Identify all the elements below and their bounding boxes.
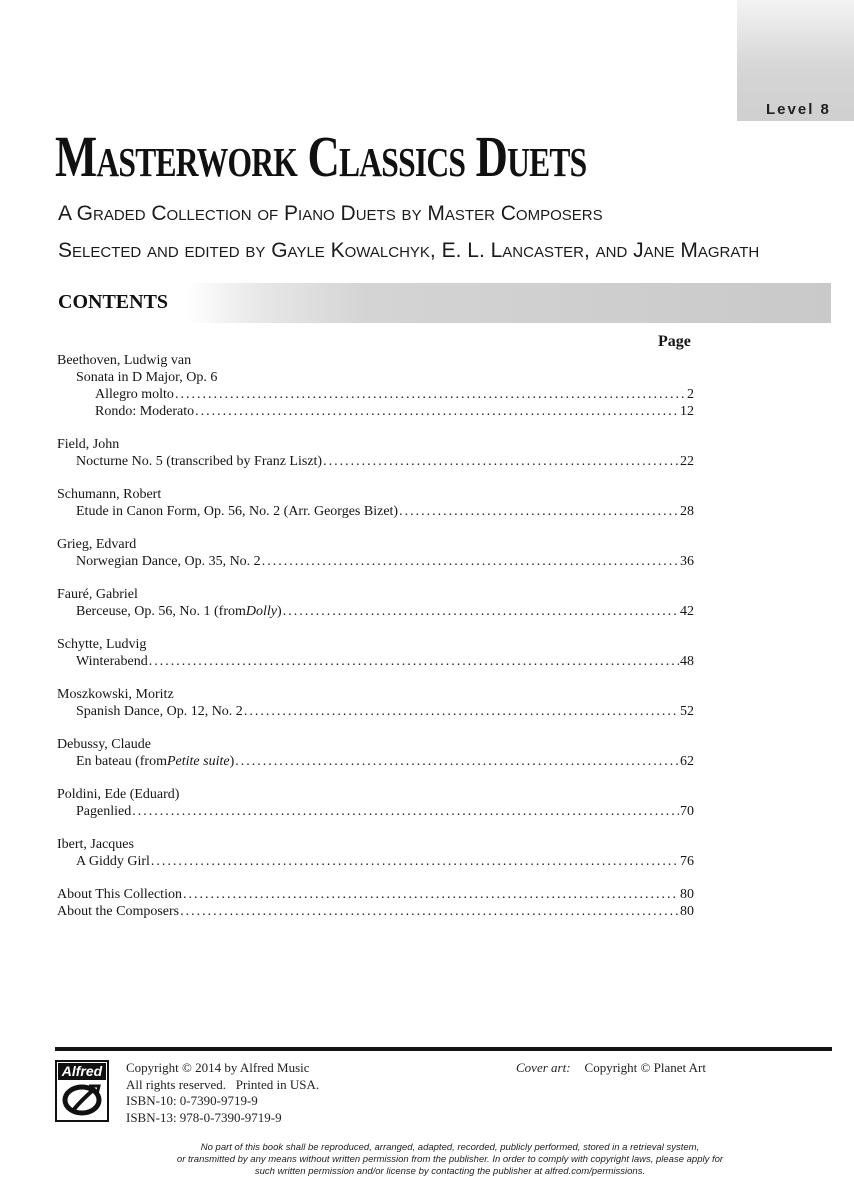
composer-name: Grieg, Edvard xyxy=(57,537,137,552)
toc-group xyxy=(57,636,694,670)
toc-group xyxy=(57,436,694,470)
alfred-logo xyxy=(55,1060,109,1122)
toc-entry[interactable]: Pagenlied ..... 70 xyxy=(57,803,694,820)
logo-text: Alfred xyxy=(58,1063,106,1080)
page-number: 70 xyxy=(680,804,694,819)
page-number: 62 xyxy=(680,754,694,769)
page-number: 80 xyxy=(680,887,694,902)
page-number: 76 xyxy=(680,854,694,869)
composer-name: Field, John xyxy=(57,437,120,452)
leader-dots xyxy=(183,886,679,903)
toc-entry[interactable]: About the Composers ..... 80 xyxy=(57,903,694,920)
leader-dots xyxy=(323,453,679,470)
toc-group xyxy=(57,352,694,420)
page-number: 2 xyxy=(687,387,694,402)
toc-entry[interactable]: Etude in Canon Form, Op. 56, No. 2 (Arr. Georges Bizet) ..... 28 xyxy=(57,503,694,520)
leader-dots xyxy=(175,386,686,403)
page-number: 80 xyxy=(680,904,694,919)
leader-dots xyxy=(149,653,679,670)
footer-rule xyxy=(55,1047,832,1051)
toc-group xyxy=(57,836,694,870)
alfred-mark-icon xyxy=(59,1082,105,1118)
toc-extras xyxy=(57,886,694,920)
leader-dots xyxy=(195,403,679,420)
toc-entry[interactable]: A Giddy Girl ..... 76 xyxy=(57,853,694,870)
toc-group xyxy=(57,786,694,820)
page-number: 28 xyxy=(680,504,694,519)
cover-art-text: Copyright © Planet Art xyxy=(584,1060,706,1075)
composer-name: Poldini, Ede (Eduard) xyxy=(57,787,180,802)
leader-dots xyxy=(283,603,679,620)
toc-group xyxy=(57,486,694,520)
composer-name: Schumann, Robert xyxy=(57,487,162,502)
legal-notice: No part of this book shall be reproduced, arranged, adapted, recorded, publicly performed, stored in a retrieval system, or transmitted by any means without written permission from the publisher. In order to comply with copyright laws, please apply for such written permission and/or license by contacting the publisher at alfred.com/permissions. xyxy=(176,1142,724,1177)
page-number: 12 xyxy=(680,404,694,419)
contents-band xyxy=(55,283,831,323)
toc-entry[interactable]: Nocturne No. 5 (transcribed by Franz Liszt) ..... 22 xyxy=(57,453,694,470)
page-number: 52 xyxy=(680,704,694,719)
editors-line: Selected and edited by Gayle Kowalchyk, E. L. Lancaster, and Jane Magrath xyxy=(58,239,760,262)
cover-art-credit xyxy=(516,1060,706,1076)
toc-entry[interactable]: Berceuse, Op. 56, No. 1 (from Dolly ) ..... 42 xyxy=(57,603,694,620)
leader-dots xyxy=(244,703,679,720)
page-column-heading: Page xyxy=(658,333,691,350)
leader-dots xyxy=(180,903,679,920)
leader-dots xyxy=(132,803,679,820)
toc-entry[interactable]: Allegro molto ..... 2 xyxy=(57,386,694,403)
work-title: Sonata in D Major, Op. 6 xyxy=(76,370,218,385)
page-number: 42 xyxy=(680,604,694,619)
level-label: Level 8 xyxy=(766,101,831,118)
composer-name: Ibert, Jacques xyxy=(57,837,134,852)
page-number: 48 xyxy=(680,654,694,669)
copyright-block xyxy=(126,1060,319,1126)
isbn-10: ISBN-10: 0-7390-9719-9 xyxy=(126,1093,258,1108)
toc-entry[interactable]: Winterabend ..... 48 xyxy=(57,653,694,670)
copyright-line: Copyright © 2014 by Alfred Music xyxy=(126,1060,310,1075)
page-number: 36 xyxy=(680,554,694,569)
composer-name: Moszkowski, Moritz xyxy=(57,687,174,702)
leader-dots xyxy=(235,753,679,770)
book-title: Masterwork Classics Duets xyxy=(55,124,587,189)
contents-heading: CONTENTS xyxy=(58,291,169,313)
rights-line: All rights reserved. Printed in USA. xyxy=(126,1076,320,1092)
composer-name: Fauré, Gabriel xyxy=(57,587,138,602)
toc-entry[interactable]: Rondo: Moderato ..... 12 xyxy=(57,403,694,420)
leader-dots xyxy=(151,853,679,870)
composer-name: Beethoven, Ludwig van xyxy=(57,353,192,368)
page-number: 22 xyxy=(680,454,694,469)
toc-entry[interactable]: Norwegian Dance, Op. 35, No. 2 ..... 36 xyxy=(57,553,694,570)
cover-art-label: Cover art: xyxy=(516,1060,571,1075)
leader-dots xyxy=(399,503,679,520)
composer-name: Debussy, Claude xyxy=(57,737,151,752)
toc-group xyxy=(57,586,694,620)
toc-entry[interactable]: About This Collection ..... 80 xyxy=(57,886,694,903)
subtitle: A Graded Collection of Piano Duets by Master Composers xyxy=(58,202,603,225)
toc-group xyxy=(57,536,694,570)
toc-entry[interactable]: En bateau (from Petite suite ) ..... 62 xyxy=(57,753,694,770)
leader-dots xyxy=(262,553,679,570)
composer-name: Schytte, Ludvig xyxy=(57,637,147,652)
table-of-contents xyxy=(57,352,694,920)
toc-group xyxy=(57,686,694,720)
toc-entry[interactable]: Spanish Dance, Op. 12, No. 2 ..... 52 xyxy=(57,703,694,720)
isbn-13: ISBN-13: 978-0-7390-9719-9 xyxy=(126,1109,282,1125)
toc-group xyxy=(57,736,694,770)
